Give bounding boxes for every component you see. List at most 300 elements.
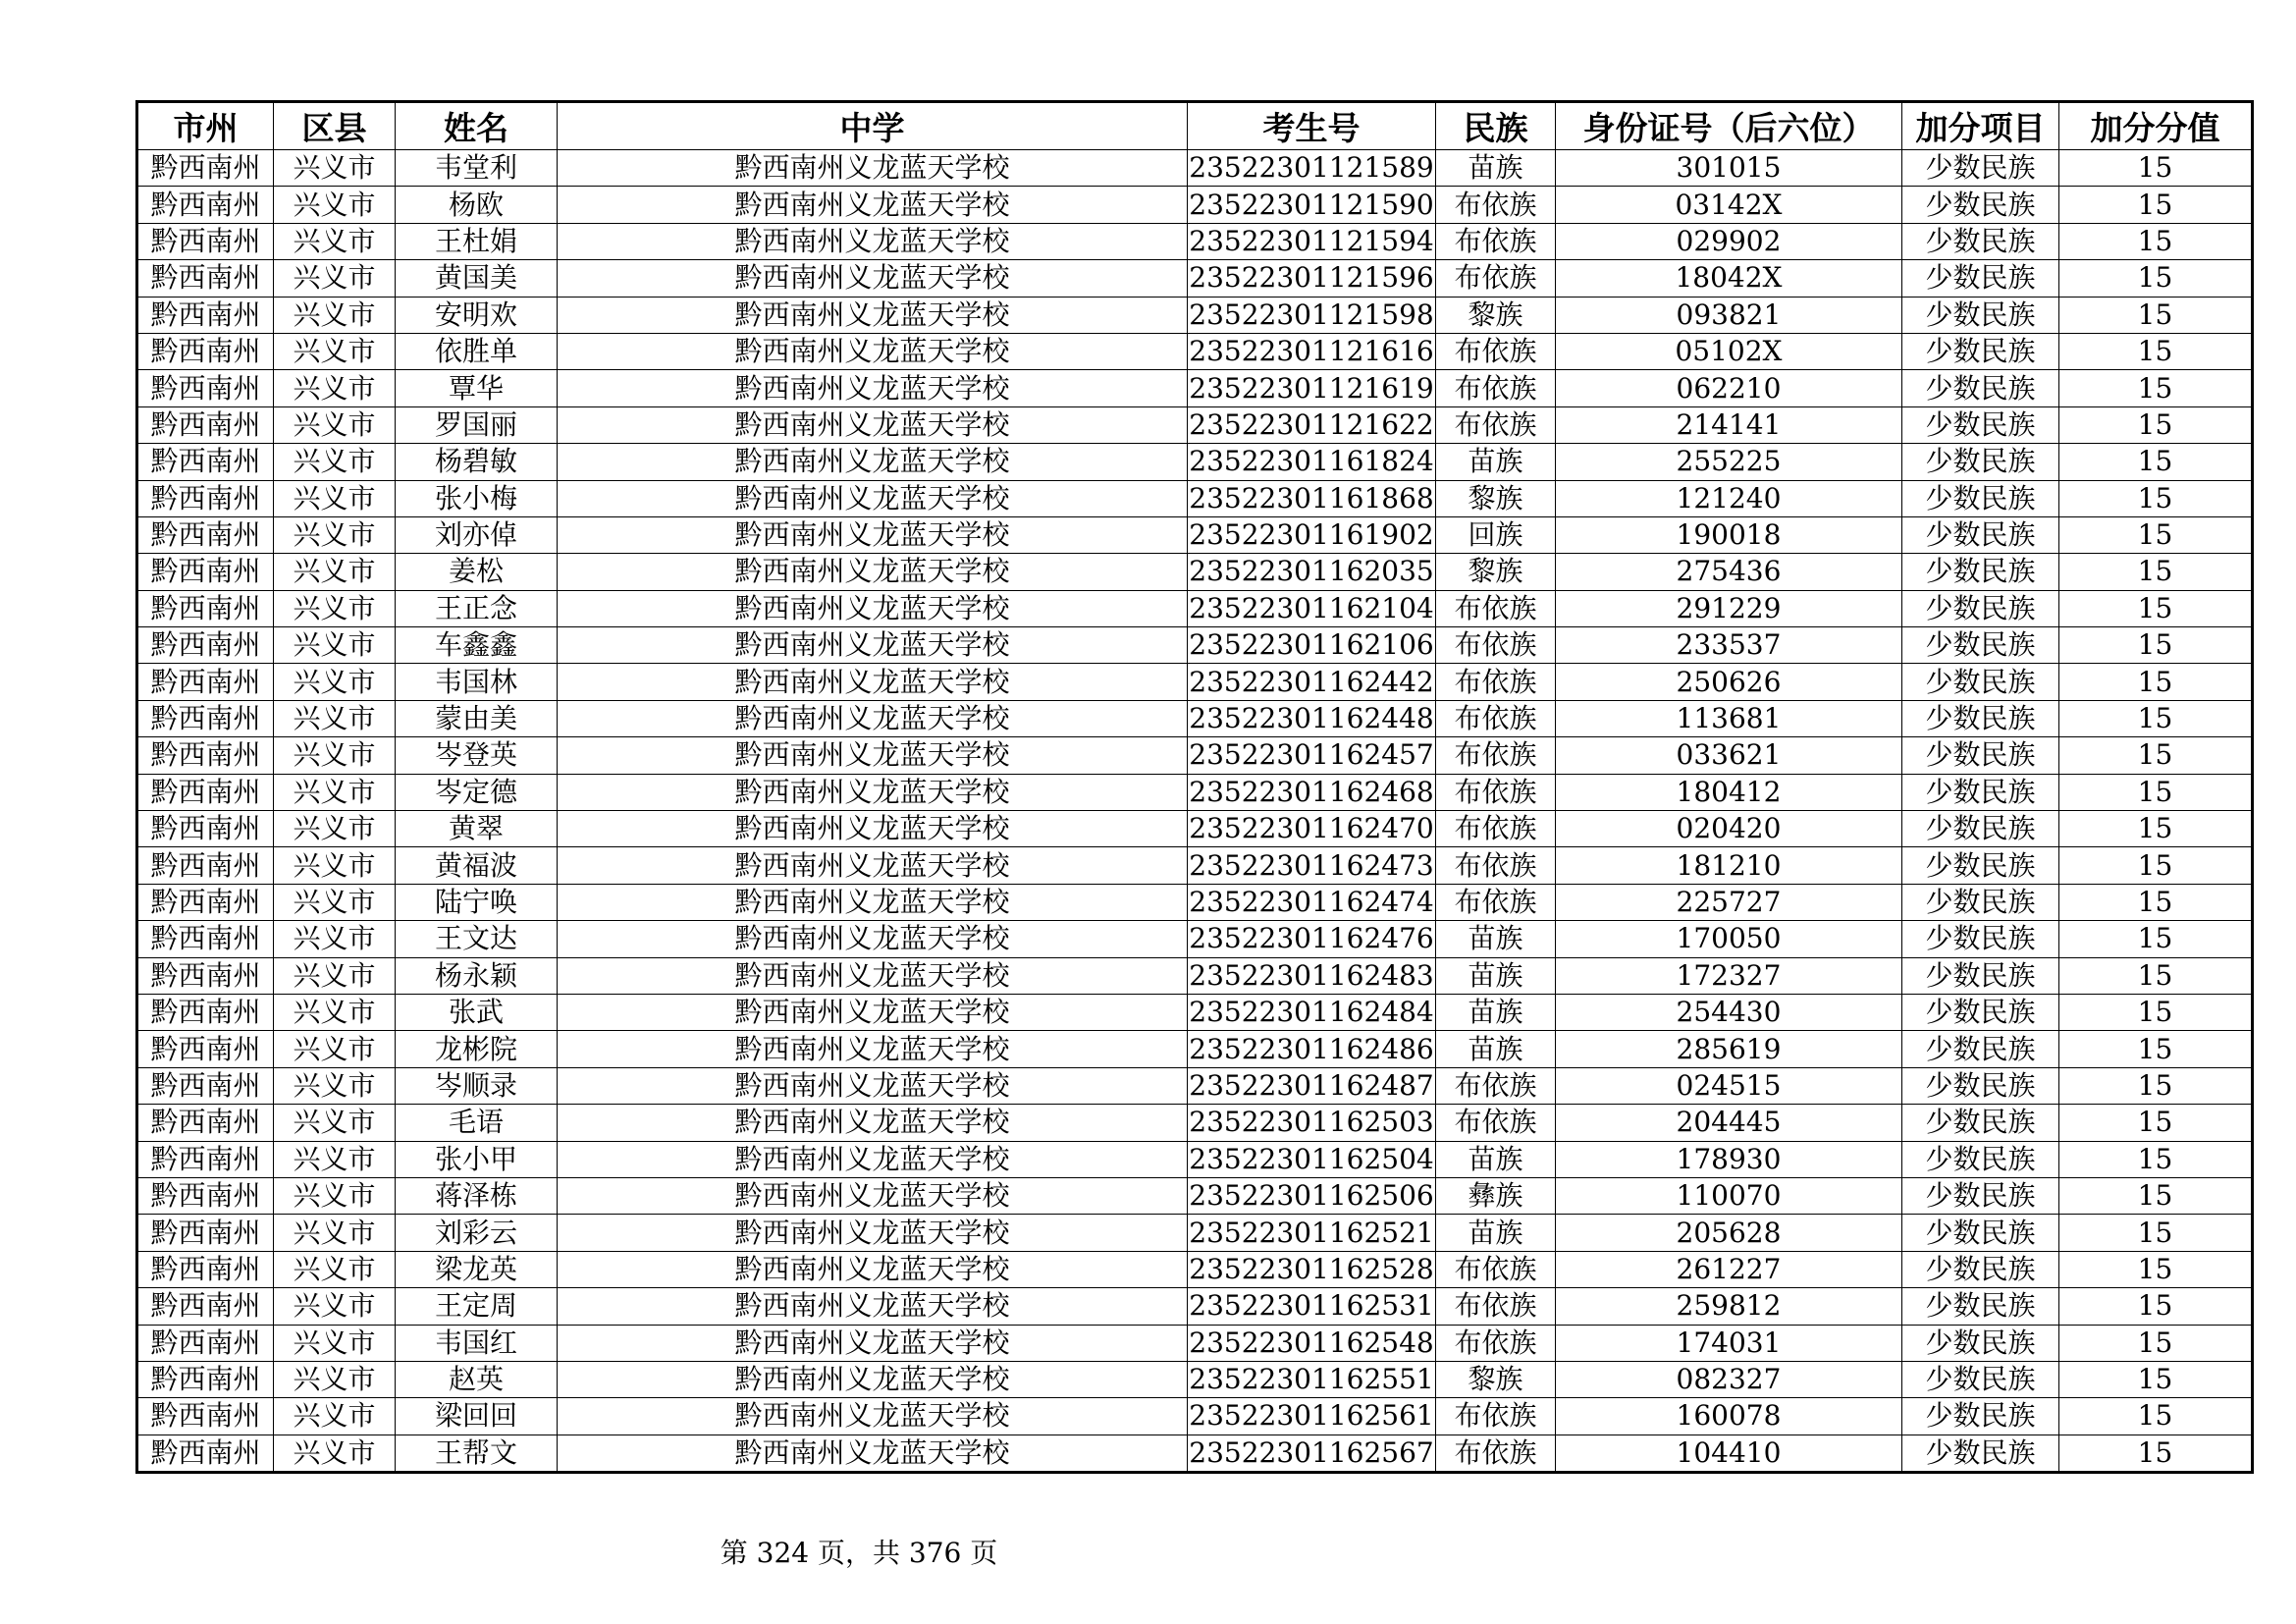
cell-city: 黔西南州 xyxy=(137,1435,274,1472)
cell-city: 黔西南州 xyxy=(137,811,274,847)
cell-bonus-item: 少数民族 xyxy=(1902,1361,2059,1397)
cell-bonus-value: 15 xyxy=(2059,1398,2253,1435)
cell-exam-number: 23522301162106 xyxy=(1188,627,1436,664)
cell-ethnicity: 布依族 xyxy=(1436,333,1556,369)
cell-id-suffix: 259812 xyxy=(1556,1288,1902,1325)
table-body xyxy=(137,150,2253,1473)
table-row xyxy=(137,774,2253,810)
cell-bonus-value: 15 xyxy=(2059,406,2253,443)
cell-ethnicity: 苗族 xyxy=(1436,150,1556,187)
cell-name: 赵英 xyxy=(396,1361,558,1397)
cell-bonus-value: 15 xyxy=(2059,370,2253,406)
cell-school: 黔西南州义龙蓝天学校 xyxy=(558,516,1188,553)
cell-county: 兴义市 xyxy=(274,1215,396,1251)
cell-bonus-item: 少数民族 xyxy=(1902,957,2059,994)
cell-city: 黔西南州 xyxy=(137,554,274,590)
cell-city: 黔西南州 xyxy=(137,480,274,516)
cell-bonus-item: 少数民族 xyxy=(1902,1215,2059,1251)
cell-id-suffix: 05102X xyxy=(1556,333,1902,369)
cell-exam-number: 23522301121622 xyxy=(1188,406,1436,443)
table-row xyxy=(137,223,2253,259)
cell-school: 黔西南州义龙蓝天学校 xyxy=(558,223,1188,259)
cell-id-suffix: 291229 xyxy=(1556,590,1902,626)
cell-exam-number: 23522301121589 xyxy=(1188,150,1436,187)
table-row xyxy=(137,811,2253,847)
cell-bonus-item: 少数民族 xyxy=(1902,297,2059,333)
cell-name: 黄国美 xyxy=(396,260,558,297)
cell-exam-number: 23522301162528 xyxy=(1188,1251,1436,1287)
cell-bonus-item: 少数民族 xyxy=(1902,627,2059,664)
table-row xyxy=(137,370,2253,406)
cell-city: 黔西南州 xyxy=(137,297,274,333)
cell-bonus-item: 少数民族 xyxy=(1902,480,2059,516)
cell-exam-number: 23522301121596 xyxy=(1188,260,1436,297)
cell-bonus-item: 少数民族 xyxy=(1902,700,2059,736)
cell-city: 黔西南州 xyxy=(137,444,274,480)
cell-id-suffix: 024515 xyxy=(1556,1067,1902,1104)
cell-bonus-value: 15 xyxy=(2059,297,2253,333)
cell-city: 黔西南州 xyxy=(137,847,274,884)
cell-exam-number: 23522301162484 xyxy=(1188,994,1436,1030)
cell-ethnicity: 布依族 xyxy=(1436,847,1556,884)
cell-school: 黔西南州义龙蓝天学校 xyxy=(558,1105,1188,1141)
cell-bonus-value: 15 xyxy=(2059,223,2253,259)
cell-name: 陆宁唤 xyxy=(396,884,558,920)
table-row xyxy=(137,921,2253,957)
table-row xyxy=(137,847,2253,884)
table-row xyxy=(137,1435,2253,1472)
cell-school: 黔西南州义龙蓝天学校 xyxy=(558,994,1188,1030)
cell-city: 黔西南州 xyxy=(137,737,274,774)
cell-bonus-item: 少数民族 xyxy=(1902,921,2059,957)
cell-id-suffix: 255225 xyxy=(1556,444,1902,480)
cell-school: 黔西南州义龙蓝天学校 xyxy=(558,590,1188,626)
cell-school: 黔西南州义龙蓝天学校 xyxy=(558,297,1188,333)
cell-school: 黔西南州义龙蓝天学校 xyxy=(558,150,1188,187)
cell-exam-number: 23522301162468 xyxy=(1188,774,1436,810)
cell-id-suffix: 181210 xyxy=(1556,847,1902,884)
table-row xyxy=(137,664,2253,700)
col-header-county: 区县 xyxy=(274,102,396,150)
cell-ethnicity: 布依族 xyxy=(1436,406,1556,443)
cell-id-suffix: 062210 xyxy=(1556,370,1902,406)
cell-school: 黔西南州义龙蓝天学校 xyxy=(558,664,1188,700)
table-row xyxy=(137,957,2253,994)
cell-name: 杨永颖 xyxy=(396,957,558,994)
cell-name: 梁龙英 xyxy=(396,1251,558,1287)
cell-bonus-item: 少数民族 xyxy=(1902,1398,2059,1435)
cell-id-suffix: 113681 xyxy=(1556,700,1902,736)
cell-bonus-value: 15 xyxy=(2059,590,2253,626)
cell-bonus-value: 15 xyxy=(2059,811,2253,847)
cell-school: 黔西南州义龙蓝天学校 xyxy=(558,774,1188,810)
cell-city: 黔西南州 xyxy=(137,994,274,1030)
cell-bonus-value: 15 xyxy=(2059,1141,2253,1177)
cell-bonus-value: 15 xyxy=(2059,333,2253,369)
cell-school: 黔西南州义龙蓝天学校 xyxy=(558,370,1188,406)
table-row xyxy=(137,1067,2253,1104)
cell-ethnicity: 布依族 xyxy=(1436,1398,1556,1435)
cell-bonus-value: 15 xyxy=(2059,1435,2253,1472)
cell-county: 兴义市 xyxy=(274,370,396,406)
cell-city: 黔西南州 xyxy=(137,884,274,920)
cell-city: 黔西南州 xyxy=(137,921,274,957)
cell-name: 姜松 xyxy=(396,554,558,590)
cell-city: 黔西南州 xyxy=(137,627,274,664)
cell-exam-number: 23522301162476 xyxy=(1188,921,1436,957)
cell-school: 黔西南州义龙蓝天学校 xyxy=(558,847,1188,884)
cell-id-suffix: 250626 xyxy=(1556,664,1902,700)
cell-bonus-item: 少数民族 xyxy=(1902,1251,2059,1287)
table-row xyxy=(137,994,2253,1030)
cell-county: 兴义市 xyxy=(274,774,396,810)
cell-county: 兴义市 xyxy=(274,994,396,1030)
cell-bonus-item: 少数民族 xyxy=(1902,664,2059,700)
table-row xyxy=(137,1031,2253,1067)
cell-county: 兴义市 xyxy=(274,1141,396,1177)
cell-ethnicity: 苗族 xyxy=(1436,921,1556,957)
cell-county: 兴义市 xyxy=(274,664,396,700)
table-row xyxy=(137,700,2253,736)
cell-name: 韦国林 xyxy=(396,664,558,700)
cell-county: 兴义市 xyxy=(274,847,396,884)
cell-school: 黔西南州义龙蓝天学校 xyxy=(558,627,1188,664)
cell-bonus-item: 少数民族 xyxy=(1902,1141,2059,1177)
cell-city: 黔西南州 xyxy=(137,150,274,187)
table-row xyxy=(137,406,2253,443)
col-header-city: 市州 xyxy=(137,102,274,150)
cell-name: 王帮文 xyxy=(396,1435,558,1472)
cell-city: 黔西南州 xyxy=(137,774,274,810)
cell-bonus-item: 少数民族 xyxy=(1902,737,2059,774)
cell-exam-number: 23522301162504 xyxy=(1188,1141,1436,1177)
cell-name: 蒋泽栋 xyxy=(396,1177,558,1214)
cell-ethnicity: 布依族 xyxy=(1436,370,1556,406)
cell-ethnicity: 苗族 xyxy=(1436,444,1556,480)
cell-bonus-item: 少数民族 xyxy=(1902,150,2059,187)
table-row xyxy=(137,1215,2253,1251)
cell-bonus-value: 15 xyxy=(2059,774,2253,810)
cell-bonus-value: 15 xyxy=(2059,1251,2253,1287)
cell-school: 黔西南州义龙蓝天学校 xyxy=(558,921,1188,957)
cell-name: 安明欢 xyxy=(396,297,558,333)
cell-name: 黄福波 xyxy=(396,847,558,884)
cell-id-suffix: 029902 xyxy=(1556,223,1902,259)
cell-city: 黔西南州 xyxy=(137,1031,274,1067)
cell-exam-number: 23522301162561 xyxy=(1188,1398,1436,1435)
cell-bonus-value: 15 xyxy=(2059,1031,2253,1067)
cell-bonus-value: 15 xyxy=(2059,1067,2253,1104)
cell-city: 黔西南州 xyxy=(137,590,274,626)
cell-name: 张小梅 xyxy=(396,480,558,516)
cell-school: 黔西南州义龙蓝天学校 xyxy=(558,737,1188,774)
cell-id-suffix: 205628 xyxy=(1556,1215,1902,1251)
page-footer: 第 324 页，共 376 页 xyxy=(720,1537,998,1569)
cell-bonus-item: 少数民族 xyxy=(1902,774,2059,810)
cell-id-suffix: 03142X xyxy=(1556,187,1902,223)
cell-school: 黔西南州义龙蓝天学校 xyxy=(558,406,1188,443)
cell-bonus-item: 少数民族 xyxy=(1902,260,2059,297)
cell-city: 黔西南州 xyxy=(137,1361,274,1397)
col-header-bonus-item: 加分项目 xyxy=(1902,102,2059,150)
table-row xyxy=(137,1288,2253,1325)
col-header-school: 中学 xyxy=(558,102,1188,150)
col-header-name: 姓名 xyxy=(396,102,558,150)
bonus-points-table xyxy=(135,100,2254,1474)
cell-school: 黔西南州义龙蓝天学校 xyxy=(558,1177,1188,1214)
cell-city: 黔西南州 xyxy=(137,957,274,994)
cell-bonus-item: 少数民族 xyxy=(1902,1435,2059,1472)
cell-exam-number: 23522301162483 xyxy=(1188,957,1436,994)
cell-ethnicity: 布依族 xyxy=(1436,1105,1556,1141)
cell-bonus-value: 15 xyxy=(2059,921,2253,957)
cell-id-suffix: 301015 xyxy=(1556,150,1902,187)
cell-exam-number: 23522301121590 xyxy=(1188,187,1436,223)
cell-city: 黔西南州 xyxy=(137,1215,274,1251)
cell-county: 兴义市 xyxy=(274,811,396,847)
table-row xyxy=(137,1398,2253,1435)
cell-bonus-item: 少数民族 xyxy=(1902,187,2059,223)
cell-id-suffix: 285619 xyxy=(1556,1031,1902,1067)
cell-id-suffix: 093821 xyxy=(1556,297,1902,333)
cell-city: 黔西南州 xyxy=(137,1251,274,1287)
cell-city: 黔西南州 xyxy=(137,1105,274,1141)
cell-id-suffix: 275436 xyxy=(1556,554,1902,590)
table-header-row xyxy=(137,102,2253,150)
cell-school: 黔西南州义龙蓝天学校 xyxy=(558,260,1188,297)
cell-bonus-item: 少数民族 xyxy=(1902,847,2059,884)
cell-bonus-value: 15 xyxy=(2059,1177,2253,1214)
cell-id-suffix: 160078 xyxy=(1556,1398,1902,1435)
cell-bonus-item: 少数民族 xyxy=(1902,811,2059,847)
cell-school: 黔西南州义龙蓝天学校 xyxy=(558,554,1188,590)
cell-id-suffix: 180412 xyxy=(1556,774,1902,810)
cell-name: 车鑫鑫 xyxy=(396,627,558,664)
cell-bonus-item: 少数民族 xyxy=(1902,884,2059,920)
cell-ethnicity: 布依族 xyxy=(1436,1325,1556,1361)
cell-bonus-value: 15 xyxy=(2059,260,2253,297)
cell-county: 兴义市 xyxy=(274,480,396,516)
cell-school: 黔西南州义龙蓝天学校 xyxy=(558,811,1188,847)
cell-city: 黔西南州 xyxy=(137,664,274,700)
cell-bonus-item: 少数民族 xyxy=(1902,554,2059,590)
cell-name: 王正念 xyxy=(396,590,558,626)
cell-exam-number: 23522301162035 xyxy=(1188,554,1436,590)
cell-exam-number: 23522301121619 xyxy=(1188,370,1436,406)
cell-ethnicity: 布依族 xyxy=(1436,1288,1556,1325)
table-row xyxy=(137,1105,2253,1141)
cell-school: 黔西南州义龙蓝天学校 xyxy=(558,333,1188,369)
cell-bonus-item: 少数民族 xyxy=(1902,406,2059,443)
col-header-exam-number: 考生号 xyxy=(1188,102,1436,150)
cell-bonus-value: 15 xyxy=(2059,627,2253,664)
cell-name: 张小甲 xyxy=(396,1141,558,1177)
table-row xyxy=(137,444,2253,480)
cell-county: 兴义市 xyxy=(274,1398,396,1435)
table-row xyxy=(137,480,2253,516)
cell-county: 兴义市 xyxy=(274,1325,396,1361)
cell-ethnicity: 布依族 xyxy=(1436,664,1556,700)
cell-exam-number: 23522301162442 xyxy=(1188,664,1436,700)
cell-county: 兴义市 xyxy=(274,1177,396,1214)
cell-county: 兴义市 xyxy=(274,223,396,259)
cell-county: 兴义市 xyxy=(274,1105,396,1141)
cell-city: 黔西南州 xyxy=(137,223,274,259)
cell-name: 梁回回 xyxy=(396,1398,558,1435)
cell-county: 兴义市 xyxy=(274,1288,396,1325)
cell-name: 岑登英 xyxy=(396,737,558,774)
cell-name: 岑顺录 xyxy=(396,1067,558,1104)
cell-county: 兴义市 xyxy=(274,260,396,297)
cell-exam-number: 23522301162548 xyxy=(1188,1325,1436,1361)
cell-exam-number: 23522301162521 xyxy=(1188,1215,1436,1251)
cell-ethnicity: 苗族 xyxy=(1436,1031,1556,1067)
cell-id-suffix: 174031 xyxy=(1556,1325,1902,1361)
cell-name: 王文达 xyxy=(396,921,558,957)
cell-ethnicity: 布依族 xyxy=(1436,1435,1556,1472)
cell-id-suffix: 261227 xyxy=(1556,1251,1902,1287)
table-row xyxy=(137,1251,2253,1287)
cell-id-suffix: 033621 xyxy=(1556,737,1902,774)
cell-school: 黔西南州义龙蓝天学校 xyxy=(558,444,1188,480)
cell-exam-number: 23522301162473 xyxy=(1188,847,1436,884)
cell-name: 黄翠 xyxy=(396,811,558,847)
cell-ethnicity: 布依族 xyxy=(1436,590,1556,626)
cell-city: 黔西南州 xyxy=(137,1325,274,1361)
cell-bonus-item: 少数民族 xyxy=(1902,516,2059,553)
cell-school: 黔西南州义龙蓝天学校 xyxy=(558,1031,1188,1067)
table-row xyxy=(137,150,2253,187)
cell-bonus-item: 少数民族 xyxy=(1902,333,2059,369)
cell-county: 兴义市 xyxy=(274,1031,396,1067)
cell-school: 黔西南州义龙蓝天学校 xyxy=(558,1215,1188,1251)
cell-county: 兴义市 xyxy=(274,737,396,774)
cell-exam-number: 23522301121598 xyxy=(1188,297,1436,333)
cell-city: 黔西南州 xyxy=(137,1288,274,1325)
cell-bonus-item: 少数民族 xyxy=(1902,1031,2059,1067)
cell-city: 黔西南州 xyxy=(137,1398,274,1435)
cell-school: 黔西南州义龙蓝天学校 xyxy=(558,1288,1188,1325)
table-row xyxy=(137,260,2253,297)
cell-exam-number: 23522301162474 xyxy=(1188,884,1436,920)
cell-city: 黔西南州 xyxy=(137,1067,274,1104)
cell-school: 黔西南州义龙蓝天学校 xyxy=(558,1141,1188,1177)
cell-id-suffix: 178930 xyxy=(1556,1141,1902,1177)
cell-ethnicity: 布依族 xyxy=(1436,774,1556,810)
cell-exam-number: 23522301162104 xyxy=(1188,590,1436,626)
cell-id-suffix: 082327 xyxy=(1556,1361,1902,1397)
cell-bonus-value: 15 xyxy=(2059,1325,2253,1361)
table-row xyxy=(137,1177,2253,1214)
cell-ethnicity: 布依族 xyxy=(1436,627,1556,664)
cell-bonus-item: 少数民族 xyxy=(1902,1325,2059,1361)
cell-county: 兴义市 xyxy=(274,1067,396,1104)
cell-id-suffix: 204445 xyxy=(1556,1105,1902,1141)
cell-name: 杨碧敏 xyxy=(396,444,558,480)
cell-name: 王杜娟 xyxy=(396,223,558,259)
cell-exam-number: 23522301162531 xyxy=(1188,1288,1436,1325)
cell-county: 兴义市 xyxy=(274,297,396,333)
cell-exam-number: 23522301162503 xyxy=(1188,1105,1436,1141)
cell-city: 黔西南州 xyxy=(137,516,274,553)
table-row xyxy=(137,187,2253,223)
cell-exam-number: 23522301162470 xyxy=(1188,811,1436,847)
cell-exam-number: 23522301162448 xyxy=(1188,700,1436,736)
cell-bonus-value: 15 xyxy=(2059,664,2253,700)
cell-id-suffix: 233537 xyxy=(1556,627,1902,664)
cell-bonus-item: 少数民族 xyxy=(1902,994,2059,1030)
cell-county: 兴义市 xyxy=(274,406,396,443)
cell-exam-number: 23522301161824 xyxy=(1188,444,1436,480)
cell-county: 兴义市 xyxy=(274,1361,396,1397)
cell-county: 兴义市 xyxy=(274,884,396,920)
cell-bonus-item: 少数民族 xyxy=(1902,1067,2059,1104)
cell-bonus-value: 15 xyxy=(2059,150,2253,187)
col-header-id-suffix: 身份证号（后六位） xyxy=(1556,102,1902,150)
col-header-ethnicity: 民族 xyxy=(1436,102,1556,150)
cell-city: 黔西南州 xyxy=(137,1177,274,1214)
cell-ethnicity: 回族 xyxy=(1436,516,1556,553)
cell-name: 覃华 xyxy=(396,370,558,406)
cell-bonus-item: 少数民族 xyxy=(1902,223,2059,259)
cell-bonus-value: 15 xyxy=(2059,187,2253,223)
cell-name: 岑定德 xyxy=(396,774,558,810)
cell-bonus-item: 少数民族 xyxy=(1902,370,2059,406)
cell-ethnicity: 布依族 xyxy=(1436,1067,1556,1104)
table-row xyxy=(137,516,2253,553)
cell-name: 刘彩云 xyxy=(396,1215,558,1251)
cell-id-suffix: 172327 xyxy=(1556,957,1902,994)
cell-bonus-value: 15 xyxy=(2059,1215,2253,1251)
cell-exam-number: 23522301162457 xyxy=(1188,737,1436,774)
table-row xyxy=(137,333,2253,369)
cell-ethnicity: 苗族 xyxy=(1436,1215,1556,1251)
cell-id-suffix: 190018 xyxy=(1556,516,1902,553)
cell-id-suffix: 225727 xyxy=(1556,884,1902,920)
cell-bonus-value: 15 xyxy=(2059,994,2253,1030)
cell-name: 王定周 xyxy=(396,1288,558,1325)
cell-exam-number: 23522301162567 xyxy=(1188,1435,1436,1472)
cell-county: 兴义市 xyxy=(274,187,396,223)
cell-city: 黔西南州 xyxy=(137,406,274,443)
cell-ethnicity: 黎族 xyxy=(1436,1361,1556,1397)
table-row xyxy=(137,554,2253,590)
cell-bonus-item: 少数民族 xyxy=(1902,1177,2059,1214)
cell-name: 韦堂利 xyxy=(396,150,558,187)
cell-school: 黔西南州义龙蓝天学校 xyxy=(558,1435,1188,1472)
cell-county: 兴义市 xyxy=(274,1435,396,1472)
cell-county: 兴义市 xyxy=(274,150,396,187)
cell-bonus-item: 少数民族 xyxy=(1902,590,2059,626)
cell-name: 依胜单 xyxy=(396,333,558,369)
cell-ethnicity: 布依族 xyxy=(1436,187,1556,223)
cell-exam-number: 23522301162487 xyxy=(1188,1067,1436,1104)
cell-id-suffix: 170050 xyxy=(1556,921,1902,957)
table-row xyxy=(137,297,2253,333)
cell-bonus-value: 15 xyxy=(2059,737,2253,774)
cell-name: 张武 xyxy=(396,994,558,1030)
cell-county: 兴义市 xyxy=(274,516,396,553)
cell-ethnicity: 布依族 xyxy=(1436,223,1556,259)
cell-bonus-value: 15 xyxy=(2059,884,2253,920)
cell-county: 兴义市 xyxy=(274,554,396,590)
cell-exam-number: 23522301121594 xyxy=(1188,223,1436,259)
cell-exam-number: 23522301162486 xyxy=(1188,1031,1436,1067)
cell-bonus-value: 15 xyxy=(2059,516,2253,553)
cell-ethnicity: 布依族 xyxy=(1436,1251,1556,1287)
cell-name: 龙彬院 xyxy=(396,1031,558,1067)
cell-school: 黔西南州义龙蓝天学校 xyxy=(558,957,1188,994)
